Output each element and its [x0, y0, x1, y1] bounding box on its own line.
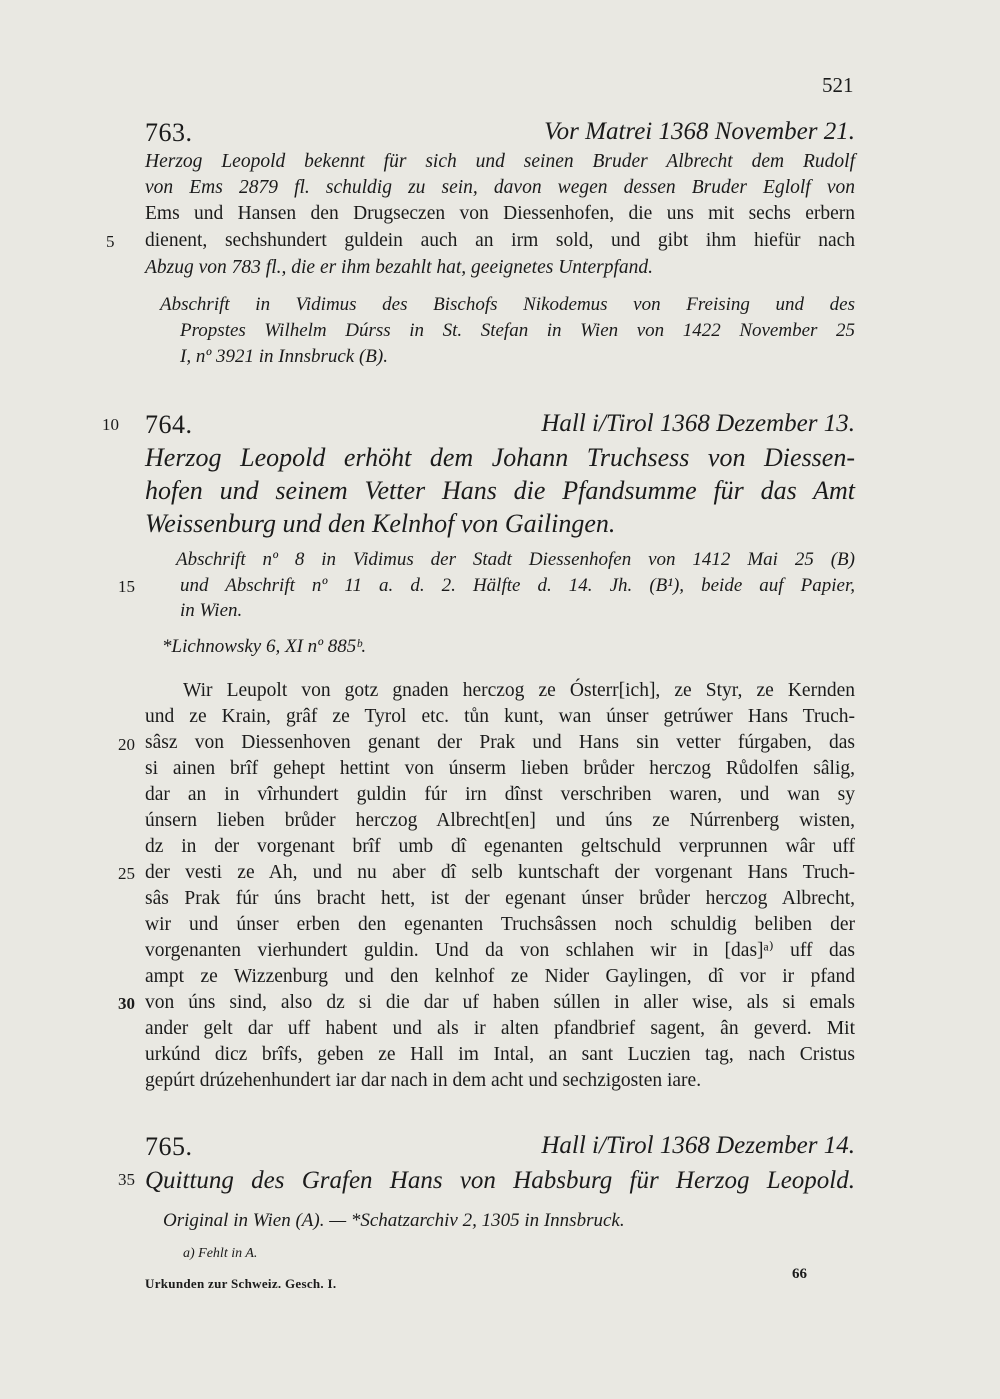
- footer-title: Urkunden zur Schweiz. Gesch. I.: [145, 1276, 337, 1291]
- source-line: Propstes Wilhelm Dúrss in St. Stefan in Wien von 1422 November 25: [180, 320, 855, 341]
- margin-line-number: 10: [102, 415, 119, 434]
- margin-line-number: 35: [118, 1170, 135, 1189]
- margin-line-number: 30: [118, 994, 135, 1013]
- text-line: von úns sind, also dz si die dar uf haben súllen in aller wise, als si emals: [145, 992, 855, 1013]
- entry-date: Hall i/Tirol 1368 Dezember 14.: [541, 1132, 855, 1159]
- text-line: sâs Prak fúr úns bracht hett, ist der egenant únser brůder herczog Albrecht,: [145, 888, 855, 909]
- source-line: I, nº 3921 in Innsbruck (B).: [180, 346, 388, 367]
- source-line: in Wien.: [180, 600, 243, 621]
- entry-number: 763.: [145, 118, 193, 147]
- text-line: sâsz von Diessenhoven genant der Prak und Hans sin vetter fúrgaben, das: [145, 732, 855, 753]
- regest-line: Ems und Hansen den Drugseczen von Diessenhofen, die uns mit sechs erbern: [145, 203, 855, 224]
- margin-line-number: 20: [118, 735, 135, 754]
- regest-line: von Ems 2879 fl. schuldig zu sein, davon wegen dessen Bruder Eglolf von: [145, 177, 855, 198]
- source-line: und Abschrift nº 11 a. d. 2. Hälfte d. 14. Jh. (B¹), beide auf Papier,: [180, 575, 855, 596]
- margin-line-number: 15: [118, 577, 135, 596]
- regest-line: Abzug von 783 fl., die er ihm bezahlt hat, geeignetes Unterpfand.: [145, 257, 654, 278]
- footnote: a) Fehlt in A.: [183, 1246, 258, 1261]
- text-line: dz in der vorgenant brîf umb dî egenanten geltschuld verprunnen wâr uff: [145, 836, 855, 857]
- page-number: 521: [822, 73, 854, 97]
- text-line: wir und únser erben den egenanten Truchsâssen noch schuldig beliben der: [145, 914, 855, 935]
- text-line: gepúrt drúzehenhundert iar dar nach in dem acht und sechzigosten iare.: [145, 1070, 702, 1091]
- text-line: únsern lieben brůder herczog Albrecht[en] und úns ze Núrrenberg wisten,: [145, 810, 855, 831]
- margin-line-number: 25: [118, 864, 135, 883]
- regest-line: Weissenburg und den Kelnhof von Gailingen.: [145, 509, 616, 538]
- entry-date: Hall i/Tirol 1368 Dezember 13.: [541, 410, 855, 437]
- text-line: und ze Krain, grâf ze Tyrol etc. tůn kunt, wan únser getrúwer Hans Truch-: [145, 706, 855, 727]
- entry-number: 764.: [145, 410, 193, 439]
- margin-line-number: 5: [106, 232, 115, 251]
- text-line: ander gelt dar uff habent und als ir alten pfandbrief sagent, ân geverd. Mit: [145, 1018, 855, 1039]
- regest-line: Herzog Leopold bekennt für sich und seinen Bruder Albrecht dem Rudolf: [145, 151, 855, 172]
- entry-number: 765.: [145, 1132, 193, 1161]
- sheet-number: 66: [792, 1266, 807, 1282]
- regest-line: hofen und seinem Vetter Hans die Pfandsumme für das Amt: [145, 476, 855, 505]
- text-line: dar an in vîrhundert guldin fúr irn dînst verschriben waren, und wan sy: [145, 784, 855, 805]
- reference: *Lichnowsky 6, XI nº 885ᵇ.: [162, 636, 367, 657]
- text-line: ampt ze Wizzenburg und den kelnhof ze Nider Gaylingen, dî vor ir pfand: [145, 966, 855, 987]
- text-line: Wir Leupolt von gotz gnaden herczog ze Ósterr[ich], ze Styr, ze Kernden: [183, 680, 855, 701]
- text-line: urkúnd dicz brîfs, geben ze Hall im Intal, an sant Luczien tag, nach Cristus: [145, 1044, 855, 1065]
- regest-line: dienent, sechshundert guldein auch an irm sold, und gibt ihm hiefür nach: [145, 230, 855, 251]
- source-line: Original in Wien (A). — *Schatzarchiv 2, 1305 in Innsbruck.: [163, 1210, 625, 1231]
- text-line: vorgenanten vierhundert guldin. Und da von schlahen wir in [das]ᵃ⁾ uff das: [145, 940, 855, 961]
- regest-line: Herzog Leopold erhöht dem Johann Truchsess von Diessen-: [145, 443, 855, 472]
- text-line: si ainen brîf gehept hettint von únserm lieben brůder herczog Růdolfen sâlig,: [145, 758, 855, 779]
- source-line: Abschrift in Vidimus des Bischofs Nikodemus von Freising und des: [160, 294, 855, 315]
- entry-date: Vor Matrei 1368 November 21.: [544, 118, 855, 145]
- text-line: der vesti ze Ah, und nu aber dî selb kuntschaft der vorgenant Hans Truch-: [145, 862, 855, 883]
- regest-line: Quittung des Grafen Hans von Habsburg für Herzog Leopold.: [145, 1167, 855, 1194]
- source-line: Abschrift nº 8 in Vidimus der Stadt Diessenhofen von 1412 Mai 25 (B): [176, 549, 855, 570]
